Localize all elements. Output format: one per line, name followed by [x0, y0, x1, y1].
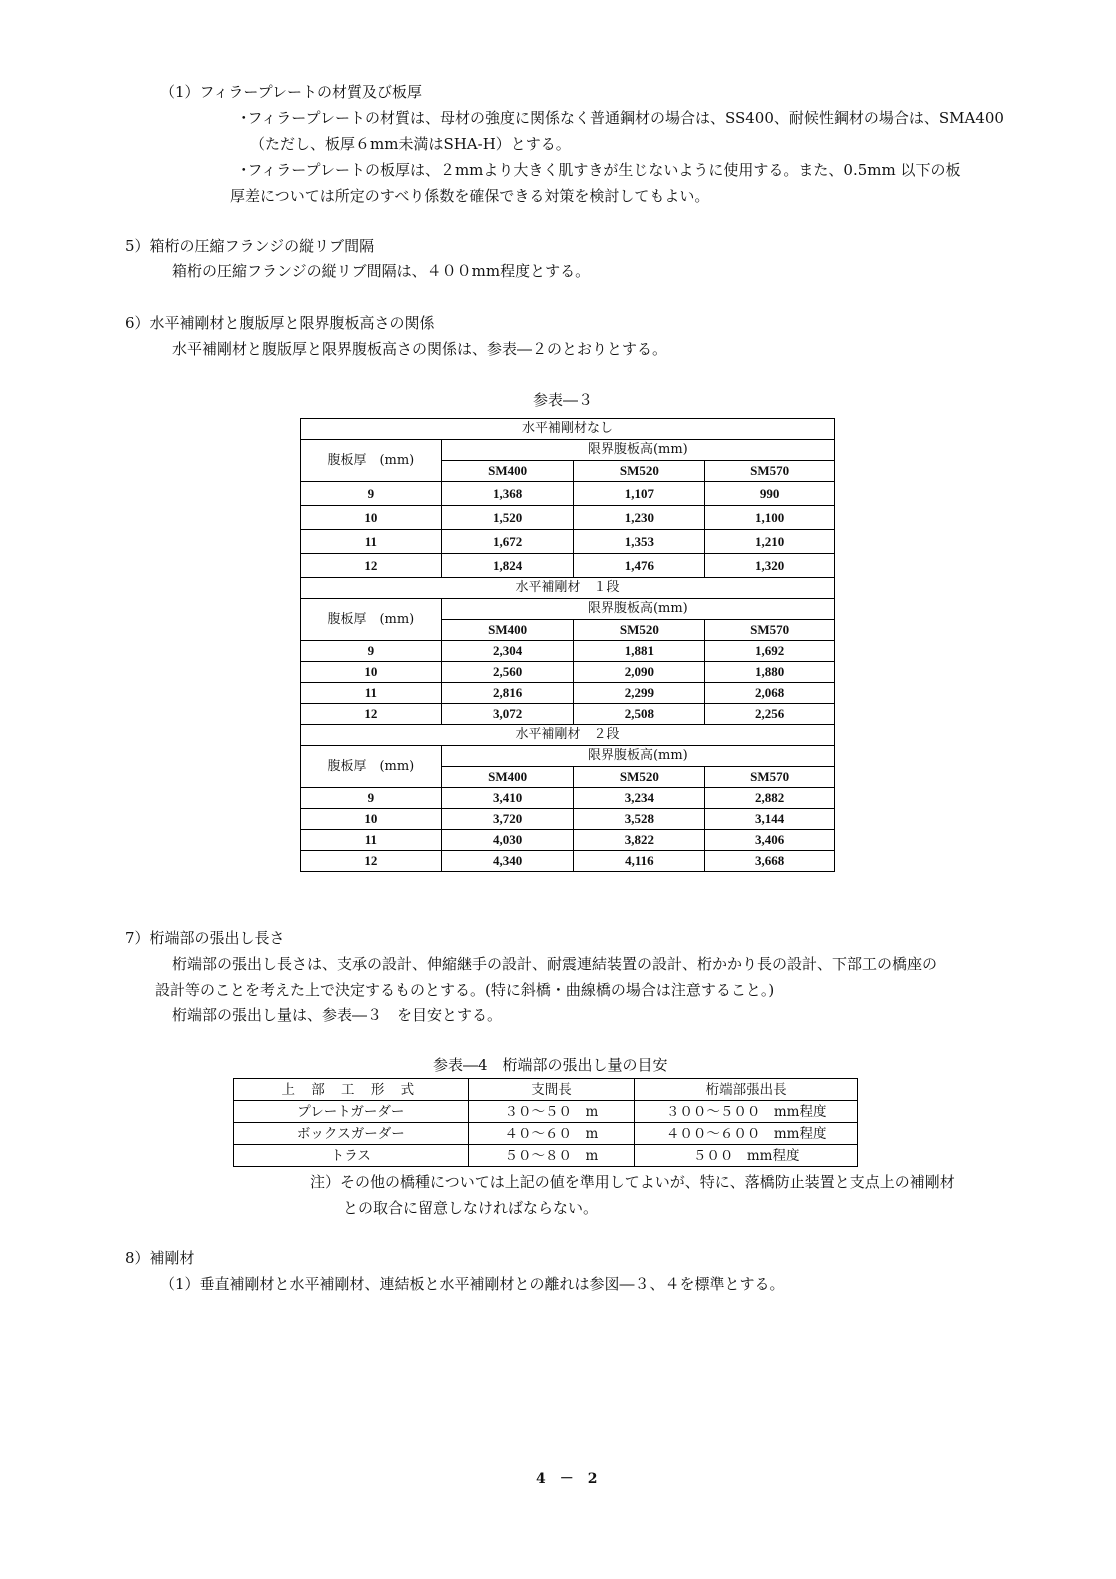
table-cell: 2,068 — [705, 683, 835, 704]
table-cell: 12 — [301, 704, 442, 725]
table-4-column-header: 上 部 工 形 式 — [234, 1079, 469, 1101]
section-7-body-line-3: 桁端部の張出し量は、参表―３ を目安とする。 — [172, 1006, 503, 1024]
table-row — [234, 1101, 858, 1123]
table-cell: プレートガーダー — [234, 1101, 469, 1123]
table-3-group-header: 限界腹板高(mm) — [441, 440, 834, 461]
table-cell: 2,560 — [441, 662, 574, 683]
section-7-body-line-2: 設計等のことを考えた上で決定するものとする。(特に斜橋・曲線橋の場合は注意すること。) — [155, 981, 775, 999]
table-cell: 10 — [301, 662, 442, 683]
table-row — [234, 1123, 858, 1145]
table-cell: 2,816 — [441, 683, 574, 704]
table-row — [301, 851, 835, 872]
table-cell: 1,107 — [574, 482, 705, 506]
filler-plate-bullet-2-line-1: ･フィラープレートの板厚は、２mmより大きく肌すきが生じないように使用する。また、0.5mm 以下の板 — [240, 161, 961, 179]
table-cell: 2,304 — [441, 641, 574, 662]
section-7-body-line-1: 桁端部の張出し長さは、支承の設計、伸縮継手の設計、耐震連結装置の設計、桁かかり長の設計、下部工の橋座の — [172, 955, 938, 973]
table-row — [301, 662, 835, 683]
table-4-note-line-2: との取合に留意しなければならない。 — [343, 1199, 599, 1217]
table-4-column-header: 支間長 — [468, 1079, 635, 1101]
table-cell: ３０～５０ m — [468, 1101, 635, 1123]
table-cell: 1,824 — [441, 554, 574, 578]
table-cell: 4,030 — [441, 830, 574, 851]
table-cell: 3,144 — [705, 809, 835, 830]
filler-plate-heading: （1）フィラープレートの材質及び板厚 — [160, 83, 422, 101]
table-row — [301, 704, 835, 725]
table-cell: ボックスガーダー — [234, 1123, 469, 1145]
table-cell: 1,230 — [574, 506, 705, 530]
table-3 — [300, 418, 835, 872]
table-cell: 2,256 — [705, 704, 835, 725]
table-row — [301, 788, 835, 809]
table-cell: 12 — [301, 554, 442, 578]
table-cell: トラス — [234, 1145, 469, 1167]
table-4-caption: 参表―4 桁端部の張出し量の目安 — [433, 1056, 668, 1074]
table-cell: ５００ mm程度 — [635, 1145, 858, 1167]
table-cell: 1,476 — [574, 554, 705, 578]
table-cell: 3,720 — [441, 809, 574, 830]
table-cell: 1,368 — [441, 482, 574, 506]
filler-plate-bullet-1-line-2: （ただし、板厚６mm未満はSHA-H）とする。 — [250, 135, 571, 153]
table-cell: 990 — [705, 482, 835, 506]
table-cell: 9 — [301, 482, 442, 506]
table-3-column-header: SM400 — [441, 767, 574, 788]
table-cell: 1,210 — [705, 530, 835, 554]
table-cell: 3,406 — [705, 830, 835, 851]
table-cell: 10 — [301, 809, 442, 830]
table-cell: 4,116 — [574, 851, 705, 872]
table-cell: 12 — [301, 851, 442, 872]
table-row — [301, 683, 835, 704]
table-3-group-header: 限界腹板高(mm) — [441, 599, 834, 620]
table-4 — [233, 1078, 858, 1167]
section-6-body: 水平補剛材と腹版厚と限界腹板高さの関係は、参表―２のとおりとする。 — [172, 340, 668, 358]
section-5-heading: 5）箱桁の圧縮フランジの縦リブ間隔 — [125, 237, 375, 255]
table-cell: 9 — [301, 641, 442, 662]
table-3-section-title: 水平補剛材なし — [301, 419, 835, 440]
table-cell: 4,340 — [441, 851, 574, 872]
table-3-row-header: 腹板厚 (mm) — [301, 440, 442, 482]
table-3-column-header: SM570 — [705, 620, 835, 641]
table-cell: 1,520 — [441, 506, 574, 530]
table-3-section-title: 水平補剛材 ２段 — [301, 725, 835, 746]
table-4-note-line-1: 注）その他の橋種については上記の値を準用してよいが、特に、落橋防止装置と支点上の補剛材 — [310, 1173, 955, 1191]
table-3-column-header: SM520 — [574, 620, 705, 641]
table-cell: 1,672 — [441, 530, 574, 554]
table-3-row-header: 腹板厚 (mm) — [301, 599, 442, 641]
table-cell: 3,668 — [705, 851, 835, 872]
table-row — [301, 554, 835, 578]
table-3-column-header: SM570 — [705, 767, 835, 788]
table-cell: 1,353 — [574, 530, 705, 554]
table-3-column-header: SM400 — [441, 620, 574, 641]
table-3-column-header: SM400 — [441, 461, 574, 482]
table-cell: ３００～５００ mm程度 — [635, 1101, 858, 1123]
table-cell: 3,234 — [574, 788, 705, 809]
table-cell: 3,528 — [574, 809, 705, 830]
table-3-column-header: SM520 — [574, 461, 705, 482]
table-cell: 11 — [301, 530, 442, 554]
table-cell: 11 — [301, 830, 442, 851]
section-8-body: （1）垂直補剛材と水平補剛材、連結板と水平補剛材との離れは参図―３、４を標準とする。 — [160, 1275, 785, 1293]
section-8-heading: 8）補剛材 — [125, 1249, 195, 1267]
table-row — [301, 809, 835, 830]
table-cell: 3,822 — [574, 830, 705, 851]
page-number: 4 － 2 — [536, 1471, 598, 1487]
section-6-heading: 6）水平補剛材と腹版厚と限界腹板高さの関係 — [125, 314, 435, 332]
table-row — [301, 641, 835, 662]
table-3-column-header: SM520 — [574, 767, 705, 788]
section-5-body: 箱桁の圧縮フランジの縦リブ間隔は、４００mm程度とする。 — [172, 262, 591, 280]
table-cell: 1,692 — [705, 641, 835, 662]
table-cell: 3,410 — [441, 788, 574, 809]
table-cell: 1,100 — [705, 506, 835, 530]
filler-plate-bullet-1-line-1: ･フィラープレートの材質は、母材の強度に関係なく普通鋼材の場合は、SS400、耐候性鋼材の場合は、SMA400 — [240, 109, 1004, 127]
table-cell: 2,090 — [574, 662, 705, 683]
table-row — [301, 482, 835, 506]
table-cell: 9 — [301, 788, 442, 809]
table-row — [301, 506, 835, 530]
table-cell: 1,320 — [705, 554, 835, 578]
filler-plate-bullet-2-line-2: 厚差については所定のすべり係数を確保できる対策を検討してもよい。 — [230, 187, 710, 205]
table-cell: ４００～６００ mm程度 — [635, 1123, 858, 1145]
table-3-section-title: 水平補剛材 １段 — [301, 578, 835, 599]
table-row — [301, 530, 835, 554]
table-cell: 11 — [301, 683, 442, 704]
table-cell: 3,072 — [441, 704, 574, 725]
table-cell: ４０～６０ m — [468, 1123, 635, 1145]
table-cell: 2,299 — [574, 683, 705, 704]
table-row — [234, 1145, 858, 1167]
table-4-column-header: 桁端部張出長 — [635, 1079, 858, 1101]
table-3-group-header: 限界腹板高(mm) — [441, 746, 834, 767]
table-cell: 1,881 — [574, 641, 705, 662]
section-7-heading: 7）桁端部の張出し長さ — [125, 929, 285, 947]
table-3-column-header: SM570 — [705, 461, 835, 482]
table-cell: 10 — [301, 506, 442, 530]
table-row — [301, 830, 835, 851]
table-3-row-header: 腹板厚 (mm) — [301, 746, 442, 788]
table-cell: 2,508 — [574, 704, 705, 725]
table-3-caption: 参表―３ — [533, 391, 594, 409]
table-cell: ５０～８０ m — [468, 1145, 635, 1167]
table-cell: 2,882 — [705, 788, 835, 809]
table-cell: 1,880 — [705, 662, 835, 683]
